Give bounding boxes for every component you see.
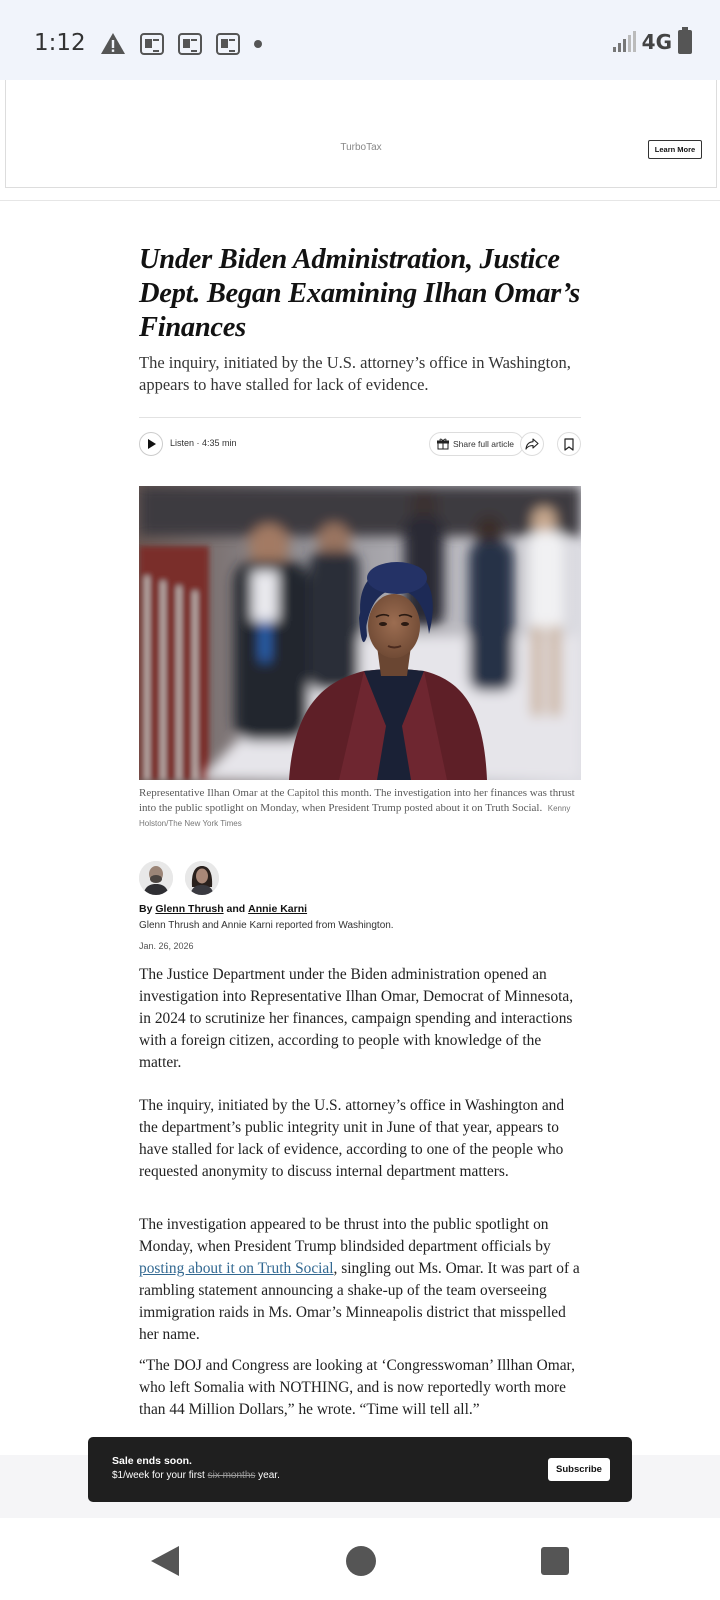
- caption-text: Representative Ilhan Omar at the Capitol this month. The investigation into her finances was thrust into the public spotlight on Monday, when President Trump posted about it on Truth Social.: [139, 787, 575, 814]
- recent-apps-icon[interactable]: [541, 1547, 569, 1575]
- promo-offer-text: year.: [258, 1470, 280, 1481]
- listen-duration[interactable]: Listen · 4:35 min: [170, 438, 237, 448]
- play-audio-button[interactable]: [139, 432, 163, 456]
- alert-icon: [100, 32, 126, 56]
- navigation-bar: [0, 1518, 720, 1600]
- photo-credit: Kenny Holston/The New York Times: [139, 804, 571, 828]
- news-icon: [140, 33, 164, 55]
- save-button[interactable]: [557, 432, 581, 456]
- status-bar: [0, 0, 720, 80]
- article-photo[interactable]: [139, 486, 581, 780]
- promo-offer-text: $1/week for your first: [112, 1470, 205, 1481]
- ad-brand: TurboTax: [340, 142, 382, 153]
- author-link-glenn-thrush[interactable]: Glenn Thrush: [155, 903, 224, 915]
- signal-icon: [612, 31, 636, 53]
- avatar-image: [185, 861, 219, 895]
- byline-prefix: By: [139, 903, 153, 915]
- battery-icon: [678, 30, 692, 54]
- byline-and: and: [226, 903, 246, 915]
- dot-icon: [254, 40, 262, 48]
- divider: [0, 200, 720, 201]
- promo-struck-text: six months: [207, 1470, 256, 1481]
- article-paragraph: The Justice Department under the Biden administration opened an investigation into Representative Ilhan Omar, Democrat of Minnesota, in 2024 to scrutinize her finances, campaign spending and interactions with a foreign citizen, according to people with knowledge of the matter.: [139, 966, 574, 1071]
- article-toolbar: [139, 432, 581, 458]
- promo-offer: [112, 1470, 280, 1481]
- learn-more-button[interactable]: Learn More: [648, 140, 702, 159]
- paragraph-text: The investigation appeared to be thrust into the public spotlight on Monday, when President Trump blindsided department officials by: [139, 1216, 551, 1255]
- author-avatar-annie-karni[interactable]: [185, 861, 219, 895]
- notification-icons: [100, 32, 262, 56]
- byline: [139, 903, 581, 915]
- bookmark-icon: [564, 438, 574, 451]
- truth-social-link[interactable]: posting about it on Truth Social: [139, 1260, 334, 1277]
- share-button[interactable]: [520, 432, 544, 456]
- author-avatar-glenn-thrush[interactable]: [139, 861, 173, 895]
- gift-icon: [437, 438, 449, 450]
- article-paragraph: “The DOJ and Congress are looking at ‘Congresswoman’ Illhan Omar, who left Somalia with NOTHING, and is now reportedly worth more than 44 Million Dollars,” he wrote. “Time will tell all.”: [139, 1357, 575, 1418]
- subscribe-button[interactable]: Subscribe: [548, 1458, 610, 1481]
- news-icon: [216, 33, 240, 55]
- paragraph-text: , singling out Ms. Omar. It was part of a rambling statement announcing a shake-up of the team overseeing immigration raids in Ms. Omar’s Minneapolis district that misspelled her name.: [139, 1260, 580, 1343]
- status-time: 1:12: [34, 30, 86, 56]
- divider: [139, 417, 581, 418]
- publish-date: Jan. 26, 2026: [139, 941, 194, 951]
- article-paragraph: [139, 1214, 581, 1346]
- promo-title: Sale ends soon.: [112, 1455, 192, 1467]
- author-link-annie-karni[interactable]: Annie Karni: [248, 903, 308, 915]
- subscription-banner[interactable]: [88, 1437, 632, 1502]
- back-icon[interactable]: [151, 1546, 179, 1576]
- ad-banner[interactable]: [5, 80, 717, 188]
- photo-caption: [139, 786, 581, 831]
- share-arrow-icon: [525, 438, 539, 450]
- share-full-article-button[interactable]: [429, 432, 524, 456]
- play-icon: [148, 439, 156, 449]
- reported-from: Glenn Thrush and Annie Karni reported from Washington.: [139, 920, 394, 931]
- article-paragraph: The inquiry, initiated by the U.S. attorney’s office in Washington and the department’s public integrity unit in June of that year, appears to have stalled for lack of evidence, according to one of the people who requested anonymity to discuss internal department matters.: [139, 1097, 565, 1180]
- share-full-article-label: Share full article: [453, 439, 514, 449]
- avatar-image: [139, 861, 173, 895]
- home-icon[interactable]: [346, 1546, 376, 1576]
- article-headline: Under Biden Administration, Justice Dept. Began Examining Ilhan Omar’s Finances: [139, 244, 580, 343]
- article-summary: The inquiry, initiated by the U.S. attorney’s office in Washington, appears to have stalled for lack of evidence.: [139, 353, 571, 394]
- photo-illustration: [139, 486, 581, 780]
- system-icons: [612, 30, 692, 54]
- network-type: 4G: [641, 30, 672, 54]
- news-icon: [178, 33, 202, 55]
